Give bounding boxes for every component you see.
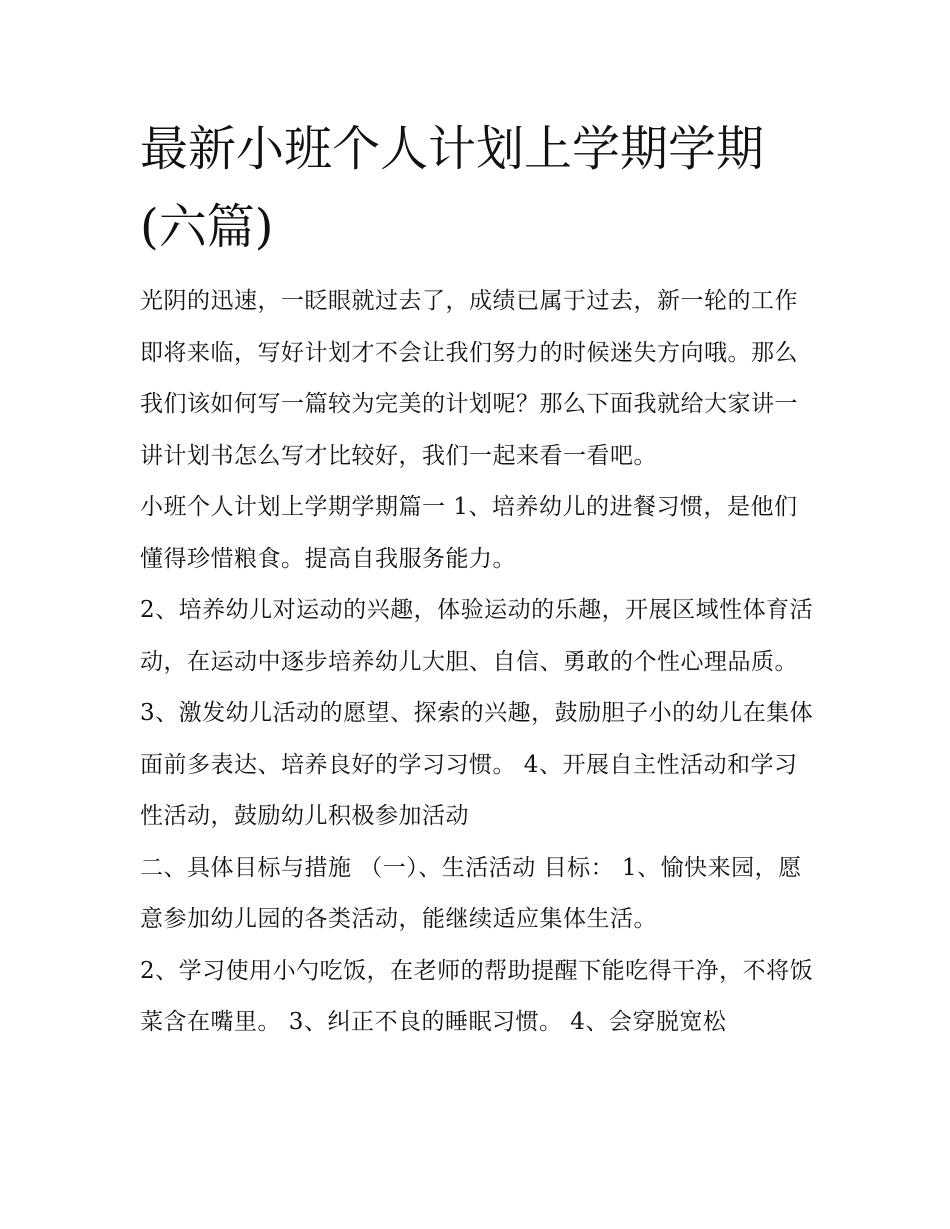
paragraph-5: 2、学习使用小勺吃饭，在老师的帮助提醒下能吃得干净，不将饭菜含在嘴里。 3、纠正不良的睡眠习惯。 4、会穿脱宽松 — [140, 957, 814, 1035]
paragraph-4: 二、具体目标与措施 （一）、生活活动 目标： 1、愉快来园，愿意参加幼儿园的各类活动，能继续适应集体生活。 — [140, 854, 802, 932]
intro-paragraph: 光阴的迅速，一眨眼就过去了，成绩已属于过去，新一轮的工作即将来临，写好计划才不会让我们努力的时候迷失方向哦。那么我们该如何写一篇较为完美的计划呢？那么下面我就给大家讲一讲计划书怎么写才比较好，我们一起来看一看吧。 — [140, 288, 798, 469]
paragraph-3: 3、激发幼儿活动的愿望、探索的兴趣，鼓励胆子小的幼儿在集体面前多表达、培养良好的学习习惯。 4、开展自主性活动和学习性活动，鼓励幼儿积极参加活动 — [140, 700, 814, 829]
document-title: 最新小班个人计划上学期学期(六篇) — [140, 121, 765, 255]
paragraph-1: 小班个人计划上学期学期篇一 1、培养幼儿的进餐习惯，是他们懂得珍惜粮食。提高自我服务能力。 — [140, 494, 798, 572]
document-page — [140, 110, 820, 1049]
paragraph-2: 2、培养幼儿对运动的兴趣，体验运动的乐趣，开展区域性体育活动，在运动中逐步培养幼儿大胆、自信、勇敢的个性心理品质。 — [140, 597, 814, 675]
